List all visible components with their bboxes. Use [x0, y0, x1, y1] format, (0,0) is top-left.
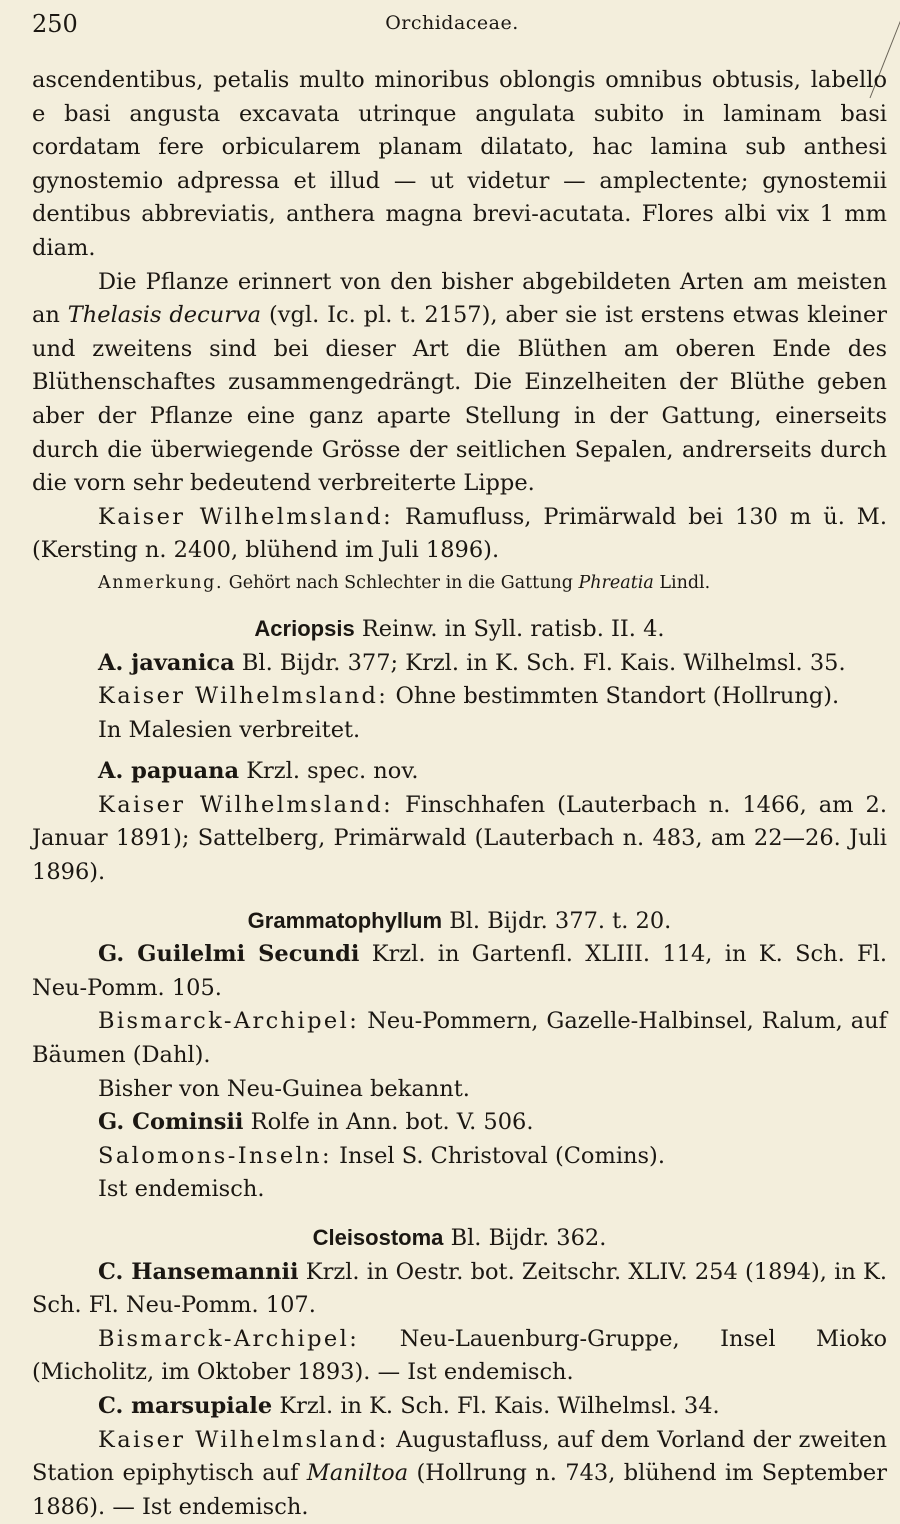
species-locality: [32, 789, 887, 890]
species-name: A. javanica: [98, 649, 235, 676]
taxon-thelasis: Thelasis decurva: [67, 302, 262, 329]
species-locality: [32, 1424, 887, 1524]
locality-entry: [32, 501, 887, 568]
note-label: Anmerkung.: [98, 572, 224, 593]
commentary-text-start: Die Pflanze erinnert von den bisher abgebildeten Arten am meisten an: [32, 268, 887, 329]
species-distribution: Ist endemisch.: [98, 1176, 265, 1203]
species-entry-marsupiale: [32, 1390, 887, 1424]
page-header: [32, 10, 872, 44]
locality-region: Bismarck-Archipel:: [98, 1325, 360, 1352]
locality-region: Kaiser Wilhelmsland:: [98, 791, 394, 818]
taxon-phreatia: Phreatia: [578, 572, 654, 593]
species-name: C. marsupiale: [98, 1392, 273, 1419]
locality-text: Neu-Pommern, Gazelle-Halbinsel, Ralum, auf Bäumen (Dahl).: [32, 1008, 888, 1069]
running-title: Orchidaceae.: [385, 12, 519, 34]
locality-text-end: (Hollrung n. 743, blühend im September 1886). — Ist endemisch.: [32, 1460, 887, 1520]
latin-description: ascendentibus, petalis multo minoribus oblongis omnibus obtusis, labello e basi angusta excavata utrinque angulata subito in laminam basi cordatam fere orbicularem planam dilatato, hac lamina sub anthesi gynostemio adpressa et illud — ut videtur — amplectente; gynostemii dentibus abbreviatis, anthera magna brevi-acutata. Flores albi vix 1 mm diam.: [32, 67, 887, 261]
species-reference: Krzl. in K. Sch. Fl. Kais. Wilhelmsl. 34.: [279, 1392, 720, 1419]
species-name: A. papuana: [98, 758, 240, 785]
species-entry-javanica: [32, 647, 887, 681]
locality-text: Neu-Lauenburg-Gruppe, Insel Mioko (Micholitz, im Oktober 1893). — Ist endemisch.: [32, 1325, 887, 1386]
species-reference: Krzl. in Gartenfl. XLIII. 114, in K. Sch. Fl. Neu-Pomm. 105.: [32, 941, 887, 1001]
page-number: 250: [32, 10, 78, 38]
locality-region: Kaiser Wilhelmsland:: [98, 683, 389, 710]
note-author: Lindl.: [659, 572, 711, 593]
locality-text: Ramufluss, Primärwald bei 130 m ü. M. (Kersting n. 2400, blühend im Juli 1896).: [32, 503, 887, 564]
genus-heading-cleisostoma: [32, 1221, 887, 1256]
species-reference: Krzl. spec. nov.: [246, 758, 419, 785]
species-locality: [32, 1140, 887, 1174]
genus-reference: Reinw. in Syll. ratisb. II. 4.: [361, 615, 665, 642]
genus-heading-acriopsis: [32, 612, 887, 647]
locality-region: Bismarck-Archipel:: [98, 1008, 360, 1035]
genus-reference: Bl. Bijdr. 377. t. 20.: [449, 907, 672, 934]
genus-name: Acriopsis: [254, 615, 355, 641]
locality-region: Salomons-Inseln:: [98, 1142, 333, 1169]
locality-text: Ohne bestimmten Standort (Hollrung).: [395, 683, 840, 710]
locality-region: Kaiser Wilhelmsland:: [98, 503, 394, 530]
species-locality: [32, 1323, 887, 1390]
species-name: G. Guilelmi Secundi: [98, 941, 360, 968]
locality-text: Finschhafen (Lauterbach n. 1466, am 2. Januar 1891); Sattelberg, Primärwald (Lauterbach n. 483, am 22—26. Juli 1896).: [32, 791, 887, 886]
annotation-note: [32, 568, 887, 598]
species-reference: Rolfe in Ann. bot. V. 506.: [250, 1109, 534, 1136]
species-name: C. Hansemannii: [98, 1258, 299, 1285]
genus-name: Grammatophyllum: [247, 907, 443, 933]
commentary-text-end: (vgl. Ic. pl. t. 2157), aber sie ist erstens etwas kleiner und zweitens sind bei dieser Art die Blüthen am oberen Ende des Blüthenschaftes zusammengedrängt. Die Einzelheiten der Blüthe geben aber der Pflanze eine ganz aparte Stellung in der Gattung, einerseits durch die überwiegende Grösse der seitlichen Sepalen, andrerseits durch die vorn sehr bedeutend verbreiterte Lippe.: [32, 302, 888, 497]
species-entry-hansemannii: [32, 1256, 887, 1323]
note-text: Gehört nach Schlechter in die Gattung: [228, 572, 573, 593]
taxon-maniltoa: Maniltoa: [306, 1460, 409, 1487]
locality-text: Augustafluss, auf dem Vorland der zweiten Station epiphytisch auf: [32, 1426, 887, 1487]
species-reference: Bl. Bijdr. 377; Krzl. in K. Sch. Fl. Kais. Wilhelmsl. 35.: [241, 649, 846, 676]
species-name: G. Cominsii: [98, 1109, 244, 1136]
species-distribution: In Malesien verbreitet.: [98, 716, 361, 743]
locality-region: Kaiser Wilhelmsland:: [98, 1426, 389, 1453]
species-entry-papuana: [32, 755, 887, 789]
species-locality: [32, 1005, 887, 1072]
genus-reference: Bl. Bijdr. 362.: [450, 1225, 607, 1251]
species-distribution: Bisher von Neu-Guinea bekannt.: [98, 1075, 470, 1102]
species-locality: [32, 680, 887, 714]
german-commentary: [32, 266, 887, 501]
species-entry-guilelmi-secundi: [32, 938, 887, 1005]
genus-name: Cleisostoma: [312, 1225, 444, 1250]
page-body: [32, 64, 887, 1524]
species-entry-cominsii: [32, 1106, 887, 1140]
species-reference: Krzl. in Oestr. bot. Zeitschr. XLIV. 254 (1894), in K. Sch. Fl. Neu-Pomm. 107.: [32, 1258, 887, 1319]
genus-heading-grammatophyllum: [32, 904, 887, 939]
locality-text: Insel S. Christoval (Comins).: [339, 1142, 665, 1169]
